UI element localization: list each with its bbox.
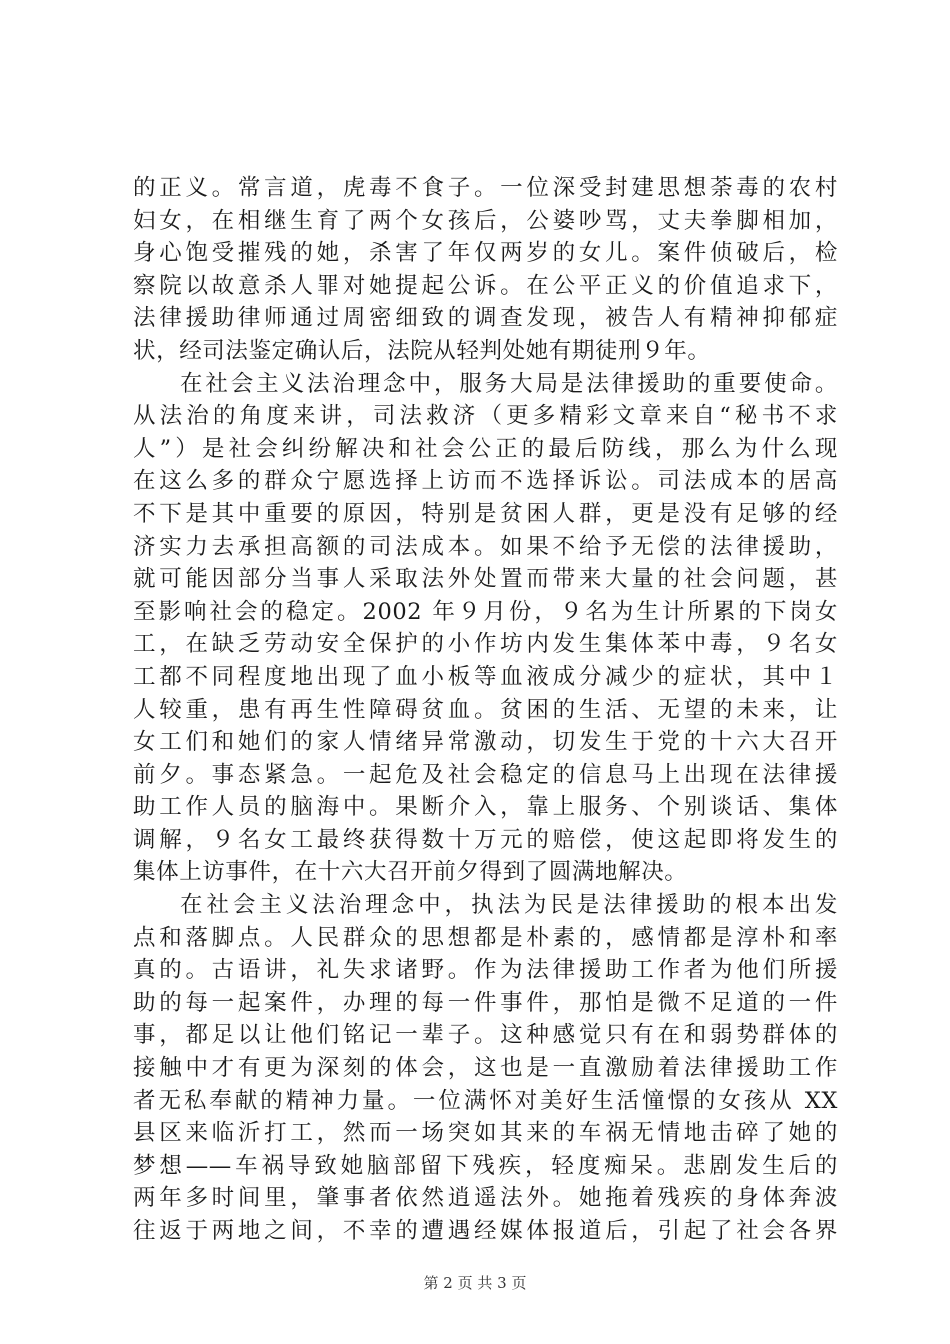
paragraph-2 [133, 368, 838, 890]
text-line: 县区来临沂打工，然而一场突如其来的车祸无情地击碎了她的 [133, 1120, 838, 1147]
text-line: 者无私奉献的精神力量。一位满怀对美好生活憧憬的女孩从 XX [133, 1087, 838, 1114]
text-line: 点和落脚点。人民群众的思想都是朴素的，感情都是淳朴和率 [133, 924, 838, 951]
text-line: 工，在缺乏劳动安全保护的小作坊内发生集体苯中毒，９名女 [133, 631, 838, 658]
text-line: 济实力去承担高额的司法成本。如果不给予无偿的法律援助， [133, 533, 838, 560]
text-line: 往返于两地之间，不幸的遭遇经媒体报道后，引起了社会各界 [133, 1218, 838, 1244]
text-line: 在这么多的群众宁愿选择上访而不选择诉讼。司法成本的居高 [133, 468, 838, 495]
text-line: 身心饱受摧残的她，杀害了年仅两岁的女儿。案件侦破后，检 [133, 240, 838, 267]
text-line: 工都不同程度地出现了血小板等血液成分减少的症状，其中１ [133, 663, 838, 690]
text-line: 妇女，在相继生育了两个女孩后，公婆吵骂，丈夫拳脚相加， [133, 207, 838, 234]
text-line: 梦想——车祸导致她脑部留下残疾，轻度痴呆。悲剧发生后的 [133, 1152, 838, 1179]
text-line: 从法治的角度来讲，司法救济（更多精彩文章来自“秘书不求 [133, 403, 838, 430]
text-line: 的正义。常言道，虎毒不食子。一位深受封建思想荼毒的农村 [133, 175, 838, 201]
text-line: 在社会主义法治理念中，服务大局是法律援助的重要使命。 [180, 370, 838, 397]
text-line: 助工作人员的脑海中。果断介入，靠上服务、个别谈话、集体 [133, 794, 838, 821]
document-body [133, 172, 838, 1248]
text-line: 事，都足以让他们铭记一辈子。这种感觉只有在和弱势群体的 [133, 1022, 838, 1049]
text-line: 人”）是社会纠纷解决和社会公正的最后防线，那么为什么现 [133, 435, 838, 462]
text-line: 人较重，患有再生性障碍贫血。贫困的生活、无望的未来，让 [133, 696, 838, 723]
text-line: 接触中才有更为深刻的体会，这也是一直激励着法律援助工作 [133, 1055, 838, 1082]
text-line: 在社会主义法治理念中，执法为民是法律援助的根本出发 [180, 892, 838, 919]
text-line: 状，经司法鉴定确认后，法院从轻判处她有期徒刑９年。 [133, 337, 711, 364]
page-number-footer: 第 2 页 共 3 页 [423, 1274, 527, 1292]
text-line: 女工们和她们的家人情绪异常激动，切发生于党的十六大召开 [133, 729, 838, 756]
text-line: 真的。古语讲，礼失求诸野。作为法律援助工作者为他们所援 [133, 957, 838, 984]
text-line: 助的每一起案件，办理的每一件事件，那怕是微不足道的一件 [133, 989, 838, 1016]
text-line: 就可能因部分当事人采取法外处置而带来大量的社会问题，甚 [133, 566, 838, 593]
text-line: 调解，９名女工最终获得数十万元的赔偿，使这起即将发生的 [133, 826, 838, 853]
text-line: 集体上访事件，在十六大召开前夕得到了圆满地解决。 [133, 859, 688, 886]
paragraph-3 [133, 889, 838, 1248]
text-line: 两年多时间里，肇事者依然逍遥法外。她拖着残疾的身体奔波 [133, 1185, 838, 1212]
text-line: 不下是其中重要的原因，特别是贫困人群，更是没有足够的经 [133, 500, 838, 527]
text-line: 前夕。事态紧急。一起危及社会稳定的信息马上出现在法律援 [133, 761, 838, 788]
paragraph-1 [133, 172, 838, 368]
text-line: 法律援助律师通过周密细致的调查发现，被告人有精神抑郁症 [133, 305, 838, 332]
text-line: 至影响社会的稳定。2002 年９月份，９名为生计所累的下岗女 [133, 598, 838, 625]
text-line: 察院以故意杀人罪对她提起公诉。在公平正义的价值追求下， [133, 272, 838, 299]
